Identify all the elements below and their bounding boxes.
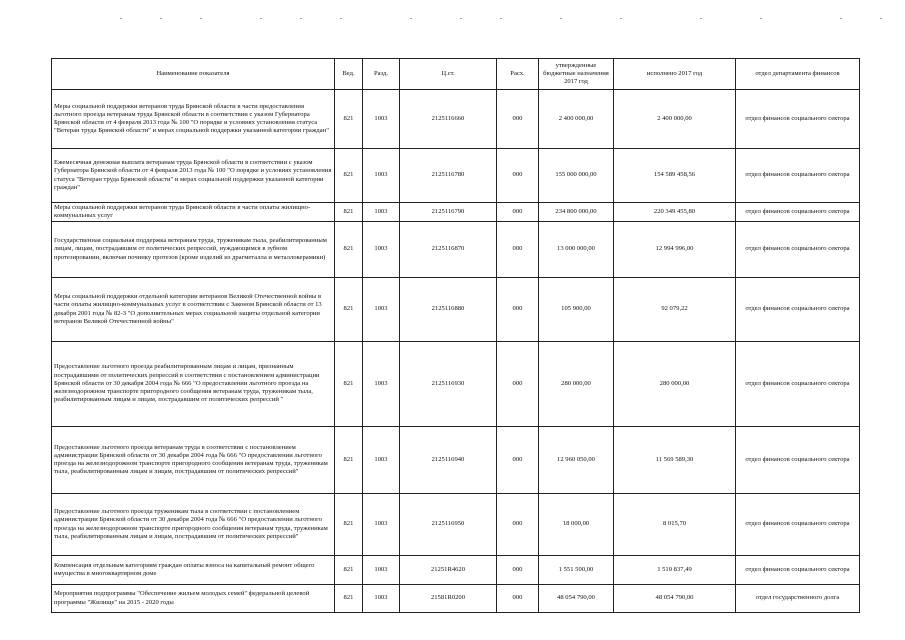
row-rash-text: 000 [512,305,523,313]
row-executed [614,222,736,278]
scan-speck [160,18,162,19]
row-name [52,90,335,149]
row-rash [497,556,539,585]
row-ved-text: 821 [343,594,354,602]
row-ved [335,342,363,427]
header-ved: Вед. [335,59,363,90]
row-razd [363,494,400,556]
row-executed [614,585,736,613]
row-razd-text: 1003 [374,520,388,528]
scan-speck [620,18,622,19]
table-row [52,90,860,149]
row-name [52,494,335,556]
row-ved-text: 821 [343,207,354,215]
row-ved [335,427,363,494]
row-executed [614,342,736,427]
row-dept-text: отдел финансов социального сектора [745,207,850,215]
header-budget: утвержденные бюджетные назначения 2017 год [539,59,614,90]
row-name-text: Государственная социальная поддержка ветеранам труда, труженикам тыла, реабилитированным лицам, лицам, пострадавшим от политических репрессий, нуждающимся в зубном протезировании, включая починку протезов (кроме изделий из драгметалла и металлокерамики) [54,237,327,261]
row-ved-text: 821 [343,305,354,313]
row-cst-text: 21251R4620 [430,565,466,573]
row-dept-text: отдел финансов социального сектора [745,565,850,573]
row-ved [335,149,363,203]
row-razd [363,222,400,278]
row-razd-text: 1003 [374,565,388,573]
row-razd [363,90,400,149]
row-cst-text: 2125116790 [431,207,465,215]
row-budget [539,90,614,149]
row-razd [363,203,400,222]
row-rash-text: 000 [512,565,523,573]
row-dept-text: отдел финансов социального сектора [745,520,850,528]
scan-speck [200,18,202,19]
table-row [52,222,860,278]
row-name-text: Меры социальной поддержки ветеранов труда Брянской области в части оплаты жилищно-коммунальных услуг [54,203,311,219]
row-cst-text: 2125116880 [431,305,465,313]
scan-speck [300,18,302,19]
row-dept [736,222,860,278]
row-cst [400,278,497,342]
row-budget-text: 18 000,00 [562,520,590,528]
row-cst [400,494,497,556]
budget-table [51,58,860,613]
row-razd [363,427,400,494]
row-executed-text: 280 000,00 [659,379,690,387]
header-executed: исполнено 2017 год [614,59,736,90]
row-budget [539,342,614,427]
row-rash [497,494,539,556]
row-name-text: Предоставление льготного проезда реабилитированным лицам и лицам, признанным пострадавшими от политических репрессий в соответствии с постановлением администрации Брянской области от 30 декабря 2004 года № 666 "О предоставлении льготного проезда на железнодорожном транспорте пригородного сообщения ветеранам труда, труженикам тыла, реабилитированным лицам и лицам, пострадавшим от политических репрессий " [54,363,320,404]
scan-speck [880,18,882,19]
row-dept [736,278,860,342]
scan-noise [0,0,905,30]
row-budget [539,149,614,203]
row-budget [539,556,614,585]
row-name [52,427,335,494]
header-dept: отдел департамента финансов [736,59,860,90]
row-name [52,222,335,278]
header-name: Наименование показателя [52,59,335,90]
row-ved-text: 821 [343,565,354,573]
row-ved [335,90,363,149]
row-rash [497,222,539,278]
table-header-row [52,59,860,90]
table-row [52,278,860,342]
row-executed [614,149,736,203]
row-rash [497,278,539,342]
row-rash [497,427,539,494]
row-executed-text: 48 054 790,00 [655,594,694,602]
row-rash-text: 000 [512,245,523,253]
row-name [52,278,335,342]
row-budget-text: 105 900,00 [561,305,591,313]
row-budget-text: 12 960 050,00 [557,455,595,463]
row-executed-text: 92 079,22 [661,305,688,313]
row-name-text: Компенсация отдельным категориям граждан оплаты взноса на капитальный ремонт общего имущества в многоквартирном доме [54,561,315,577]
row-budget-text: 48 054 790,00 [557,594,595,602]
row-executed [614,556,736,585]
row-dept [736,90,860,149]
table-row [52,342,860,427]
row-ved [335,278,363,342]
row-ved [335,585,363,613]
row-name [52,585,335,613]
scan-speck [120,18,122,19]
row-dept-text: отдел финансов социального сектора [745,171,850,179]
scan-speck [700,18,702,19]
row-executed-text: 2 400 000,00 [657,114,692,122]
row-rash-text: 000 [512,455,523,463]
row-name [52,203,335,222]
row-executed-text: 220 349 455,80 [653,207,696,215]
row-cst-text: 2125116950 [431,520,465,528]
header-razd: Разд. [363,59,400,90]
row-razd-text: 1003 [374,114,388,122]
scan-speck [460,18,462,19]
row-razd-text: 1003 [374,594,388,602]
row-executed-text: 8 015,70 [662,520,687,528]
row-cst-text: 2125116870 [431,245,465,253]
row-cst-text: 2125116660 [431,114,465,122]
row-name-text: Мероприятия подпрограммы "Обеспечение жильем молодых семей" федеральной целевой программы "Жилище" на 2015 - 2020 годы [54,590,310,606]
row-dept [736,149,860,203]
row-razd [363,556,400,585]
row-ved [335,494,363,556]
row-rash-text: 000 [512,594,523,602]
row-razd-text: 1003 [374,171,388,179]
row-name-text: Предоставление льготного проезда труженикам тыла в соответствии с постановлением администрации Брянской области от 30 декабря 2004 года № 666 "О предоставлении льготного проезда на железнодорожном транспорте пригородного сообщения ветеранам труда, труженикам тыла, реабилитированным лицам и лицам, пострадавшим от политических репрессий" [54,508,328,540]
row-ved-text: 821 [343,114,354,122]
row-budget [539,427,614,494]
row-executed-text: 11 569 589,30 [655,455,694,463]
row-budget-text: 234 800 000,00 [555,207,597,215]
row-cst-text: 2125116780 [431,171,465,179]
row-razd [363,585,400,613]
row-budget [539,585,614,613]
row-razd [363,278,400,342]
row-dept [736,585,860,613]
row-budget-text: 13 000 000,00 [557,245,595,253]
row-budget-text: 1 551 500,00 [558,565,594,573]
row-budget [539,494,614,556]
row-razd-text: 1003 [374,305,388,313]
row-cst-text: 21581R0200 [430,594,466,602]
row-dept-text: отдел финансов социального сектора [745,305,850,313]
row-budget-text: 280 000,00 [561,379,591,387]
row-ved-text: 821 [343,520,354,528]
row-dept [736,556,860,585]
table-row [52,585,860,613]
scan-speck [410,18,412,19]
scan-speck [760,18,762,19]
row-razd [363,149,400,203]
row-cst [400,427,497,494]
row-cst [400,342,497,427]
row-name-text: Ежемесячная денежная выплата ветеранам труда Брянской области в соответствии с указом Губернатора Брянской области от 4 февраля 2013 года № 100 "О порядке и условиях установления статуса "Ветеран труда Брянской области" и мерах социальной поддержки указанной категории граждан" [54,159,332,191]
row-cst [400,585,497,613]
row-dept-text: отдел финансов социального сектора [745,455,850,463]
row-cst [400,556,497,585]
row-cst-text: 2125116930 [431,379,465,387]
row-dept [736,342,860,427]
row-razd-text: 1003 [374,207,388,215]
row-razd-text: 1003 [374,379,388,387]
row-budget [539,278,614,342]
row-rash-text: 000 [512,207,523,215]
row-executed-text: 12 994 996,00 [655,245,694,253]
row-ved [335,203,363,222]
row-budget-text: 155 000 000,00 [555,171,597,179]
row-ved-text: 821 [343,245,354,253]
row-cst-text: 2125116940 [431,455,465,463]
row-dept-text: отдел финансов социального сектора [745,114,850,122]
row-cst [400,203,497,222]
row-rash [497,585,539,613]
row-rash-text: 000 [512,114,523,122]
row-rash-text: 000 [512,520,523,528]
table-row [52,149,860,203]
row-razd-text: 1003 [374,245,388,253]
row-rash [497,90,539,149]
row-ved-text: 821 [343,455,354,463]
row-rash [497,149,539,203]
row-ved-text: 821 [343,379,354,387]
row-ved [335,556,363,585]
row-dept [736,494,860,556]
row-razd [363,342,400,427]
scan-speck [260,18,262,19]
table-row [52,203,860,222]
row-cst [400,90,497,149]
table-row [52,556,860,585]
row-name-text: Меры социальной поддержки ветеранов труда Брянской области в части предоставления льготного проезда ветеранам труда Брянской области в соответствии с указом Губернатора Брянской области от 4 февраля 2013 года № 100 "О порядке и условиях установления статуса "Ветеран труда Брянской области" и мерах социальной поддержки указанной категории граждан" [54,102,329,135]
row-rash [497,342,539,427]
row-budget [539,203,614,222]
row-executed [614,90,736,149]
row-name [52,342,335,427]
row-name-text: Предоставление льготного проезда ветеранам труда в соответствии с постановлением администрации Брянской области от 30 декабря 2004 года № 666 "О предоставлении льготного проезда на железнодорожном транспорте пригородного сообщения ветеранам труда, труженикам тыла, реабилитированным лицам и лицам, пострадавшим от политических репрессий" [54,443,328,476]
row-budget-text: 2 400 000,00 [558,114,594,122]
header-cst: Ц.ст. [400,59,497,90]
row-name [52,556,335,585]
row-cst [400,222,497,278]
row-dept-text: отдел финансов социального сектора [745,245,850,253]
header-rash: Расх. [497,59,539,90]
row-rash-text: 000 [512,379,523,387]
row-razd-text: 1003 [374,455,388,463]
row-ved-text: 821 [343,171,354,179]
row-executed [614,494,736,556]
row-cst [400,149,497,203]
scan-speck [560,18,562,19]
row-executed-text: 154 589 458,56 [653,171,696,179]
row-executed [614,427,736,494]
scan-speck [840,18,842,19]
row-dept [736,427,860,494]
row-dept-text: отдел финансов социального сектора [745,379,850,387]
row-executed [614,278,736,342]
row-ved [335,222,363,278]
row-budget [539,222,614,278]
table-row [52,427,860,494]
scan-speck [340,18,342,19]
scan-speck [500,18,502,19]
row-rash-text: 000 [512,171,523,179]
row-executed [614,203,736,222]
row-name-text: Меры социальной поддержки отдельной категории ветеранов Великой Отечественной войны в части оплаты жилищно-коммунальных услуг в соответствии с Законом Брянской области от 13 декабря 2001 года № 82-З "О дополнительных мерах социальной защиты отдельной категории ветеранов Великой Отечественной войны" [54,293,322,325]
row-name [52,149,335,203]
row-dept-text: отдел государственного долга [755,594,840,602]
row-executed-text: 1 510 837,49 [657,565,692,573]
table-row [52,494,860,556]
row-rash [497,203,539,222]
row-dept [736,203,860,222]
